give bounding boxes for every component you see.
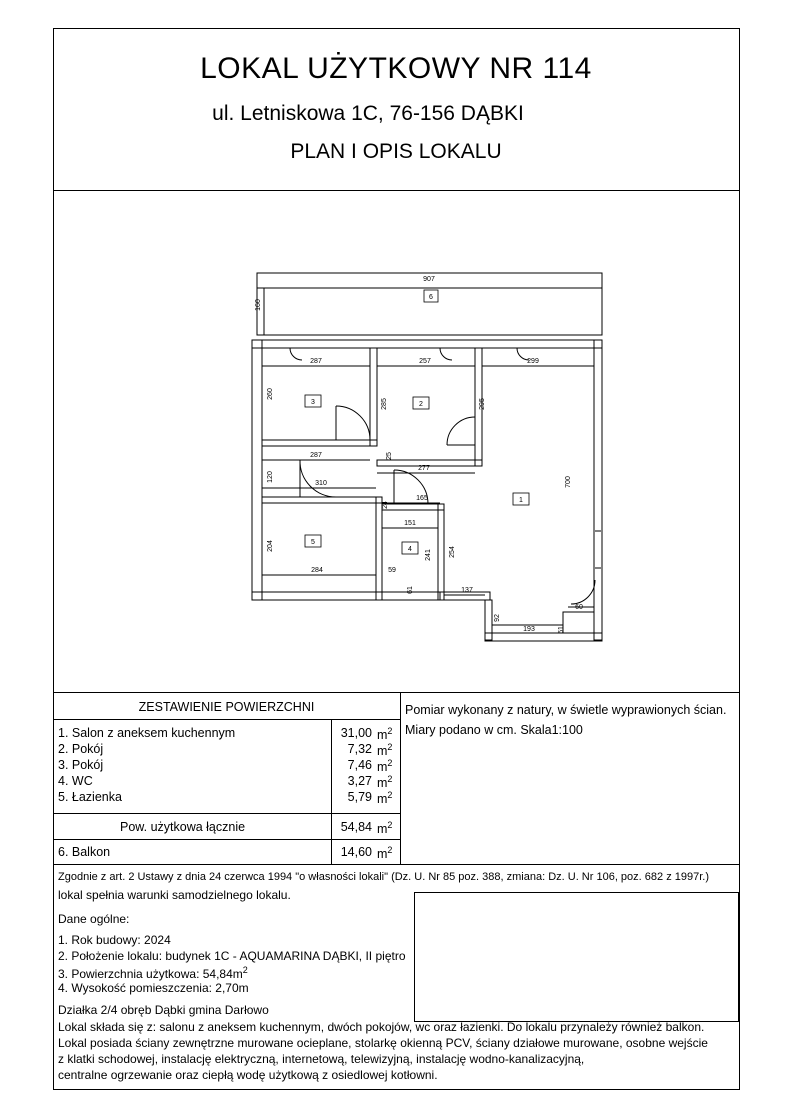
general-item-1: 1. Rok budowy: 2024 xyxy=(58,933,171,947)
wall-hall-bottom xyxy=(262,497,382,503)
wall-room3-bottom xyxy=(262,440,377,446)
dim-label: 257 xyxy=(419,358,431,365)
dim-label: 241 xyxy=(425,549,432,561)
room-label-1: 1 xyxy=(519,497,523,504)
room-label-5: 5 xyxy=(311,539,315,546)
dim-label: 160 xyxy=(255,299,262,311)
room-label-3: 3 xyxy=(311,399,315,406)
wall-room3-room2 xyxy=(370,348,377,446)
page-subtitle: PLAN I OPIS LOKALU xyxy=(290,140,502,163)
wall-room4-right xyxy=(438,504,444,600)
dim-label: 204 xyxy=(267,540,274,552)
legal-note-2: lokal spełnia warunki samodzielnego lokalu. xyxy=(58,888,291,902)
room-name-2: 2. Pokój xyxy=(58,742,104,756)
area-unit: $m^2$ xyxy=(377,774,393,791)
dim-label: 60 xyxy=(575,604,583,611)
area-unit: $m^2$ xyxy=(377,790,393,807)
dim-label: 299 xyxy=(527,358,539,365)
dim-label: 287 xyxy=(310,452,322,459)
room-area-2: 7,32 xyxy=(347,742,372,756)
dim-label: 907 xyxy=(423,276,435,283)
room-label-2: 2 xyxy=(419,401,423,408)
total-area: 54,84 xyxy=(340,820,372,834)
dim-label: 284 xyxy=(311,567,323,574)
dim-label: 700 xyxy=(565,476,572,488)
general-item-3: 3. Powierzchnia użytkowa: $54,84m^2$ xyxy=(58,965,248,981)
dim-label: 25 xyxy=(386,452,393,460)
general-item-2: 2. Położenie lokalu: budynek 1C - AQUAMARINA DĄBKI, II piętro xyxy=(58,949,406,963)
dim-label: 285 xyxy=(381,398,388,410)
summary-heading: ZESTAWIENIE POWIERZCHNI xyxy=(138,700,315,714)
dim-label: 260 xyxy=(267,388,274,400)
area-unit: $m^2$ xyxy=(377,742,393,759)
scale-note: Miary podano w cm. Skala1:100 xyxy=(405,723,583,737)
room-name-5: 5. Łazienka xyxy=(58,790,122,804)
dim-label: 165 xyxy=(416,495,428,502)
dim-label: 61 xyxy=(558,626,565,634)
general-heading: Dane ogólne: xyxy=(58,912,130,926)
dim-label: 137 xyxy=(461,587,473,594)
door-balcony xyxy=(571,580,595,604)
room-name-3: 3. Pokój xyxy=(58,758,104,772)
dim-label: 254 xyxy=(449,546,456,558)
door-room3 xyxy=(336,406,370,440)
door-room2 xyxy=(447,417,475,445)
dim-label: 277 xyxy=(418,465,430,472)
outer-wall-top xyxy=(252,340,602,348)
area-unit: $m^2$ xyxy=(377,726,393,743)
description-line: Lokal posiada ściany zewnętrzne murowane ocieplane, stolarkę okienną PCV, ściany działowe murowane, osobne wejście xyxy=(58,1036,708,1050)
general-item-4: 4. Wysokość pomieszczenia: 2,70m xyxy=(58,981,249,995)
wall-room4-top xyxy=(382,504,444,510)
page-title: LOKAL UŻYTKOWY NR 114 xyxy=(200,52,592,85)
room-area-3: 7,46 xyxy=(347,758,372,772)
outer-wall-right xyxy=(594,340,602,640)
legal-note: Zgodnie z art. 2 Ustawy z dnia 24 czerwca 1994 "o własności lokali" (Dz. U. Nr 85 poz. 388, zmiana: Dz. U. Nr 106, poz. 682 z 1997r.) xyxy=(58,871,709,883)
room-name-4: 4. WC xyxy=(58,774,93,788)
area-column-divider xyxy=(331,719,332,864)
description-line: centralne ogrzewanie oraz ciepłą wodę użytkową z osiedlowej kotłowni. xyxy=(58,1068,438,1082)
door-room5 xyxy=(300,460,336,497)
signature-box xyxy=(414,892,739,1022)
balcony-label: 6. Balkon xyxy=(58,845,111,859)
dim-label: 92 xyxy=(494,614,501,622)
dim-label: 59 xyxy=(388,567,396,574)
dim-label: 295 xyxy=(479,398,486,410)
wall-room5-room4 xyxy=(376,497,382,600)
area-unit: $m^2$ xyxy=(377,758,393,775)
dim-label: 287 xyxy=(310,358,322,365)
table-line xyxy=(53,813,400,814)
description-line: z klatki schodowej, instalację elektryczną, internetową, telewizyjną, instalację wodno-kanalizacyjną, xyxy=(58,1052,585,1066)
measurement-note: Pomiar wykonany z natury, w świetle wyprawionych ścian. xyxy=(405,703,727,717)
dim-label: 120 xyxy=(267,471,274,483)
table-header-line xyxy=(53,719,400,720)
room-area-4: 3,27 xyxy=(347,774,372,788)
dim-label: 24 xyxy=(382,501,389,509)
description-line: Lokal składa się z: salonu z aneksem kuchennym, dwóch pokojów, wc oraz łazienki. Do lokalu przynależy również balkon. xyxy=(58,1020,705,1034)
area-unit: $m^2$ xyxy=(377,820,393,837)
room-label-6: 6 xyxy=(429,294,433,301)
dim-label: 193 xyxy=(523,626,535,633)
total-label: Pow. użytkowa łącznie xyxy=(120,820,246,834)
room-area-1: 31,00 xyxy=(340,726,372,740)
room-name-1: 1. Salon z aneksem kuchennym xyxy=(58,726,236,740)
outer-wall-left xyxy=(252,340,262,600)
dim-label: 61 xyxy=(407,586,414,594)
address: ul. Letniskowa 1C, 76-156 DĄBKI xyxy=(212,102,524,125)
area-unit: $m^2$ xyxy=(377,845,393,862)
table-line xyxy=(53,839,400,840)
plot-info: Działka 2/4 obręb Dąbki gmina Darłowo xyxy=(58,1003,269,1017)
dim-label: 151 xyxy=(404,520,416,527)
outer-wall-bottom-right xyxy=(485,633,602,641)
table-divider xyxy=(400,692,401,864)
room-area-5: 5,79 xyxy=(347,790,372,804)
room-label-4: 4 xyxy=(408,546,412,553)
balcony-area: 14,60 xyxy=(340,845,372,859)
dim-label: 310 xyxy=(315,480,327,487)
